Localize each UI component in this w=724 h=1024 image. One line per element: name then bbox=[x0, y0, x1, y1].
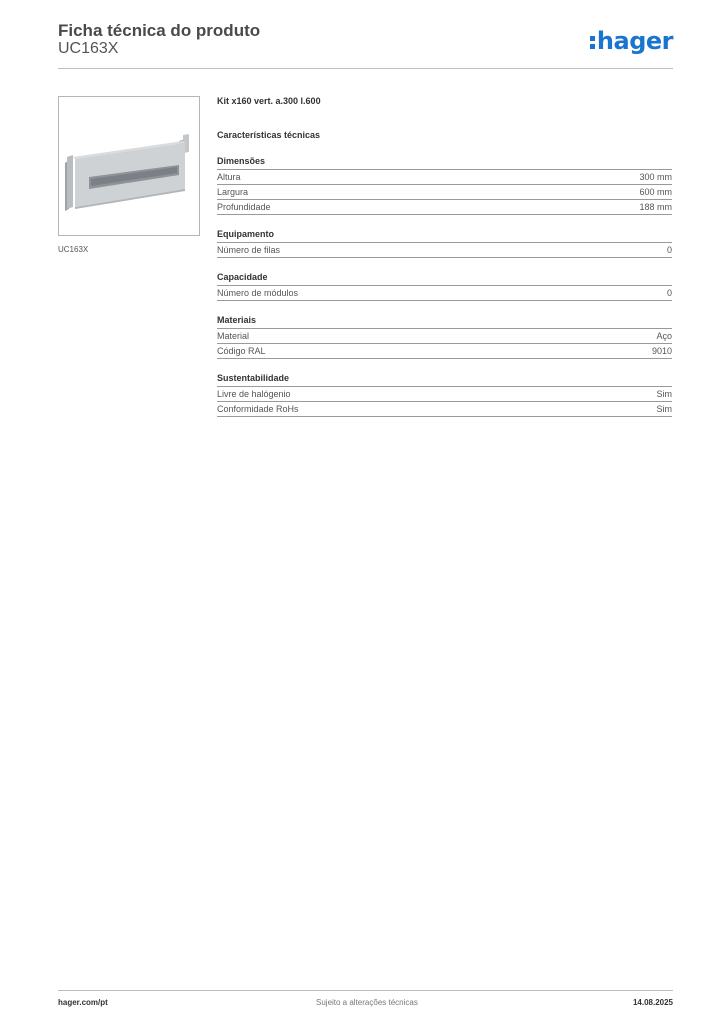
spec-content bbox=[217, 96, 672, 417]
hager-logo bbox=[590, 27, 673, 55]
spec-row bbox=[217, 286, 672, 301]
spec-value: Sim bbox=[656, 404, 672, 414]
spec-row bbox=[217, 170, 672, 185]
spec-label: Número de módulos bbox=[217, 288, 299, 298]
spec-row bbox=[217, 329, 672, 344]
spec-value: 600 mm bbox=[639, 187, 672, 197]
spec-label: Material bbox=[217, 331, 250, 341]
product-panel-illustration bbox=[59, 97, 199, 235]
group-title: Materiais bbox=[217, 315, 672, 329]
spec-row bbox=[217, 185, 672, 200]
image-caption: UC163X bbox=[58, 245, 89, 254]
spec-label: Conformidade RoHs bbox=[217, 404, 299, 414]
spec-label: Número de filas bbox=[217, 245, 281, 255]
logo-text: hager bbox=[596, 27, 673, 55]
spec-value: 0 bbox=[666, 288, 672, 298]
spec-row bbox=[217, 387, 672, 402]
page-header bbox=[58, 20, 673, 69]
logo-colon-icon bbox=[590, 34, 595, 50]
page-footer bbox=[58, 990, 673, 1011]
spec-value: Aço bbox=[656, 331, 672, 341]
spec-label: Livre de halógenio bbox=[217, 389, 291, 399]
spec-group-materiais bbox=[217, 315, 672, 359]
section-heading: Características técnicas bbox=[217, 130, 321, 140]
spec-row bbox=[217, 200, 672, 215]
group-title: Equipamento bbox=[217, 229, 672, 243]
spec-group-dimensoes bbox=[217, 156, 672, 215]
group-title: Capacidade bbox=[217, 272, 672, 286]
product-name: Kit x160 vert. a.300 l.600 bbox=[217, 96, 321, 106]
footer-date: 14.08.2025 bbox=[632, 998, 673, 1007]
footer-disclaimer: Sujeito a alterações técnicas bbox=[316, 998, 418, 1007]
product-image bbox=[58, 96, 200, 236]
spec-group-equipamento bbox=[217, 229, 672, 258]
spec-label: Largura bbox=[217, 187, 249, 197]
spec-label: Profundidade bbox=[217, 202, 271, 212]
spec-value: 188 mm bbox=[639, 202, 672, 212]
spec-value: Sim bbox=[656, 389, 672, 399]
group-title: Sustentabilidade bbox=[217, 373, 672, 387]
spec-label: Altura bbox=[217, 172, 241, 182]
spec-value: 300 mm bbox=[639, 172, 672, 182]
spec-label: Código RAL bbox=[217, 346, 266, 356]
spec-row bbox=[217, 402, 672, 417]
group-title: Dimensões bbox=[217, 156, 672, 170]
product-code: UC163X bbox=[58, 40, 119, 57]
spec-value: 9010 bbox=[651, 346, 672, 356]
spec-row bbox=[217, 243, 672, 258]
spec-group-capacidade bbox=[217, 272, 672, 301]
footer-website-link[interactable]: hager.com/pt bbox=[58, 998, 108, 1007]
page-title: Ficha técnica do produto bbox=[58, 21, 261, 40]
spec-group-sustentabilidade bbox=[217, 373, 672, 417]
spec-value: 0 bbox=[666, 245, 672, 255]
spec-row bbox=[217, 344, 672, 359]
